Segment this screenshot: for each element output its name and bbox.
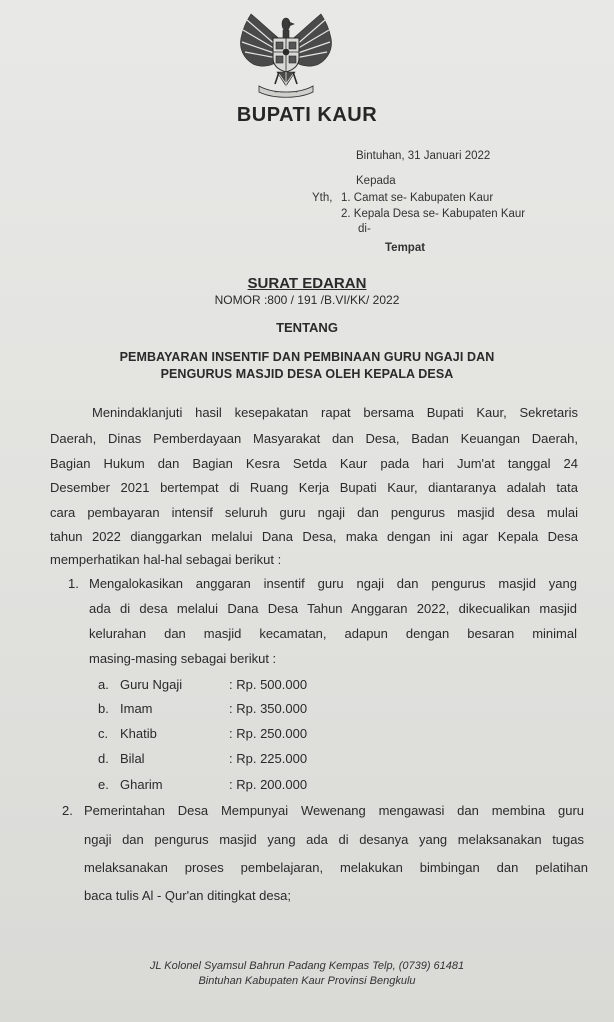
paragraph-line: Bagian Hukum dan Bagian Kesra Setda Kaur pada hari Jum'at tanggal 24	[50, 456, 578, 471]
paragraph-line: Daerah, Dinas Pemberdayaan Masyarakat dan Desa, Badan Keuangan Daerah,	[50, 431, 578, 446]
about-label: TENTANG	[276, 320, 338, 335]
recipient-item: 2. Kepala Desa se- Kabupaten Kaur	[341, 208, 526, 220]
sub-item-letter: c.	[98, 726, 109, 741]
point-line: baca tulis Al - Qur'an ditingkat desa;	[84, 888, 291, 903]
paragraph-line: cara pembayaran intensif seluruh guru ngaji dan pengurus masjid desa mulai	[50, 505, 578, 520]
point-line: Mengalokasikan anggaran insentif guru ngaji dan pengurus masjid yang	[89, 576, 577, 591]
subject-line: PEMBAYARAN INSENTIF DAN PEMBINAAN GURU NGAJI DAN	[119, 350, 495, 364]
date-line: Bintuhan, 31 Januari 2022	[356, 150, 491, 162]
paragraph-line: Desember 2021 bertempat di Ruang Kerja Bupati Kaur, diantaranya adalah tata	[50, 480, 578, 495]
recipient-place: Tempat	[385, 242, 426, 254]
document-title: SURAT EDARAN	[247, 275, 367, 292]
point-line: kelurahan dan masjid kecamatan, adapun dengan besaran minimal	[89, 626, 577, 641]
footer-address: JL Kolonel Syamsul Bahrun Padang Kempas Telp, (0739) 61481	[149, 960, 465, 972]
recipient-yth: Yth,	[312, 192, 333, 204]
footer-address: Bintuhan Kabupaten Kaur Provinsi Bengkulu	[198, 975, 416, 987]
point-line: masing-masing sebagai berikut :	[89, 651, 277, 666]
document-number: NOMOR :800 / 191 /B.VI/KK/ 2022	[214, 293, 400, 307]
sub-item-letter: b.	[98, 701, 109, 716]
point-line: melaksanakan proses pembelajaran, melakukan bimbingan dan pelatihan	[84, 860, 588, 875]
sub-item-label: Guru Ngaji	[120, 677, 183, 692]
paragraph-line: Menindaklanjuti hasil kesepakatan rapat bersama Bupati Kaur, Sekretaris	[92, 405, 578, 420]
sub-item-value: : Rp. 350.000	[229, 701, 308, 716]
sub-item-value: : Rp. 200.000	[229, 777, 308, 792]
point-number: 1.	[68, 576, 79, 591]
sub-item-label: Khatib	[120, 726, 157, 741]
recipient-item: 1. Camat se- Kabupaten Kaur	[341, 192, 494, 204]
point-number: 2.	[62, 803, 73, 818]
point-line: Pemerintahan Desa Mempunyai Wewenang mengawasi dan membina guru	[84, 803, 584, 818]
subject-line: PENGURUS MASJID DESA OLEH KEPALA DESA	[160, 367, 454, 381]
sub-item-letter: a.	[98, 677, 109, 692]
sub-item-label: Gharim	[120, 777, 163, 792]
sub-item-label: Bilal	[120, 751, 145, 766]
sub-item-value: : Rp. 250.000	[229, 726, 308, 741]
sub-item-value: : Rp. 225.000	[229, 751, 308, 766]
letterhead-title: BUPATI KAUR	[236, 104, 378, 126]
garuda-emblem-icon	[233, 6, 339, 100]
paragraph-line: tahun 2022 dianggarkan melalui Dana Desa, maka dengan ini agar Kepala Desa	[50, 529, 578, 544]
recipient-intro: Kepada	[356, 175, 396, 187]
sub-item-label: Imam	[120, 701, 153, 716]
sub-item-letter: e.	[98, 777, 109, 792]
point-line: ngaji dan pengurus masjid yang ada di desanya yang melaksanakan tugas	[84, 832, 584, 847]
sub-item-value: : Rp. 500.000	[229, 677, 308, 692]
point-line: ada di desa melalui Dana Desa Tahun Anggaran 2022, dikecualikan masjid	[89, 601, 577, 616]
sub-item-letter: d.	[98, 751, 109, 766]
paragraph-line: memperhatikan hal-hal sebagai berikut :	[50, 552, 282, 567]
recipient-di: di-	[358, 223, 371, 235]
